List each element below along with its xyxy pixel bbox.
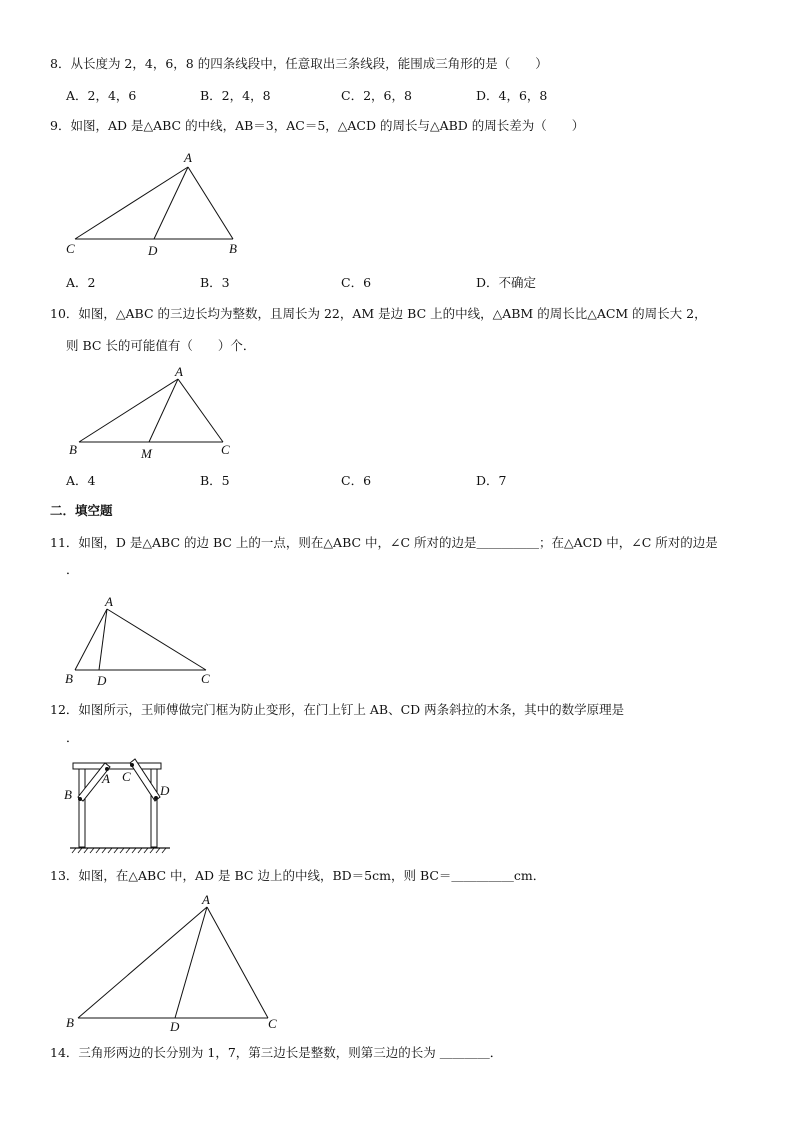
q11-label-c: C	[201, 671, 210, 686]
q9-label-c: C	[66, 241, 75, 256]
q9-option-a: A．2	[66, 275, 96, 290]
q9-label-b: B	[229, 241, 237, 256]
q10-label-a: A	[175, 364, 183, 379]
q12-label-a: A	[102, 771, 110, 786]
q13-triangle-figure	[60, 891, 290, 1036]
q9-label-a: A	[184, 150, 192, 165]
q10-triangle-figure	[60, 362, 250, 462]
q13-label-b: B	[66, 1015, 74, 1030]
q11-triangle-figure	[60, 592, 220, 688]
q10-label-m: M	[141, 446, 152, 461]
q12-stem: 12．如图所示，王师傅做完门框为防止变形，在门上钉上 AB、CD 两条斜拉的木条，其中的数学原理是	[50, 702, 625, 717]
q10-option-b: B．5	[200, 473, 230, 488]
q10-label-b: B	[69, 442, 77, 457]
q8-option-c: C．2，6，8	[341, 88, 412, 103]
q10-stem-line2: 则 BC 长的可能值有（ ）个．	[66, 338, 256, 353]
q14-stem: 14．三角形两边的长分别为 1，7，第三边长是整数，则第三边的长为 ＿＿＿＿．	[50, 1045, 503, 1060]
q9-option-b: B．3	[200, 275, 230, 290]
q12-label-c: C	[122, 769, 131, 784]
q9-stem: 9．如图，AD 是△ABC 的中线，AB＝3，AC＝5，△ACD 的周长与△ABD 的周长差为（ ）	[50, 118, 585, 133]
q11-stem: 11．如图，D 是△ABC 的边 BC 上的一点，则在△ABC 中，∠C 所对的边是＿＿＿＿＿；在△ACD 中，∠C 所对的边是	[50, 535, 718, 550]
q10-label-c: C	[221, 442, 230, 457]
q13-label-a: A	[202, 892, 210, 907]
q13-stem: 13．如图，在△ABC 中，AD 是 BC 边上的中线，BD＝5cm，则 BC＝＿＿＿＿＿cm．	[50, 868, 546, 883]
q9-option-c: C．6	[341, 275, 372, 290]
q9-option-d: D．不确定	[476, 275, 537, 290]
q13-label-d: D	[170, 1019, 180, 1034]
q11-label-a: A	[105, 594, 113, 609]
q10-option-c: C．6	[341, 473, 372, 488]
q12-tail: ．	[66, 730, 79, 745]
q9-label-d: D	[148, 243, 158, 258]
q8-option-a: A．2，4，6	[66, 88, 137, 103]
q11-tail: ．	[66, 562, 79, 577]
section-title-fill-in: 二．填空题	[50, 503, 113, 518]
q13-label-c: C	[268, 1016, 277, 1031]
q12-label-d: D	[160, 783, 170, 798]
q12-door-frame-figure	[60, 755, 180, 859]
q12-label-b: B	[64, 787, 72, 802]
q11-label-d: D	[97, 673, 107, 688]
q8-option-b: B．2，4，8	[200, 88, 271, 103]
q11-label-b: B	[65, 671, 73, 686]
q10-stem-line1: 10．如图，△ABC 的三边长均为整数，且周长为 22，AM 是边 BC 上的中线，△ABM 的周长比△ACM 的周长大 2，	[50, 306, 707, 321]
q9-triangle-figure	[60, 148, 260, 260]
q8-option-d: D．4，6，8	[476, 88, 548, 103]
q8-stem: 8．从长度为 2，4，6，8 的四条线段中，任意取出三条线段，能围成三角形的是（ ）	[50, 56, 548, 71]
q10-option-a: A．4	[66, 473, 96, 488]
q10-option-d: D．7	[476, 473, 507, 488]
